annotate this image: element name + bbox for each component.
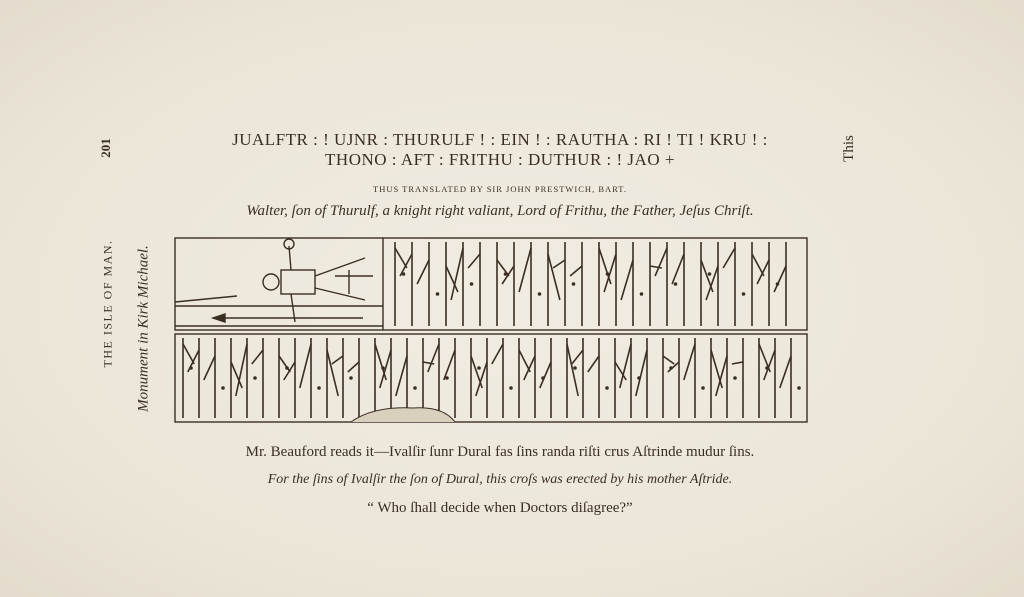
rune-branch xyxy=(252,350,263,364)
rune-branch xyxy=(780,356,791,388)
rune-branch xyxy=(428,344,439,372)
rune-dot xyxy=(708,272,712,276)
rune-dot xyxy=(470,282,474,286)
rune-branch xyxy=(519,248,531,292)
rune-branch xyxy=(327,350,338,396)
rune-dot xyxy=(285,366,289,370)
rune-dot xyxy=(221,386,225,390)
rune-branch xyxy=(279,356,290,372)
rune-dot xyxy=(436,292,440,296)
rune-dot xyxy=(797,386,801,390)
rune-dot xyxy=(640,292,644,296)
beauford-reading: Mr. Beauford reads it—Ivalſir ſunr Dural fas ſins randa riſti crus Aſtrinde mudur ſins. xyxy=(245,444,755,460)
beauford-translation: For the ſins of Ivalſir the ſon of Dural, this croſs was erected by his mother Aſtride. xyxy=(267,472,733,487)
rune-branch xyxy=(492,344,503,364)
rune-dot xyxy=(733,376,737,380)
rune-dot xyxy=(573,366,577,370)
rune-dot xyxy=(572,282,576,286)
rune-dot xyxy=(701,386,705,390)
spear xyxy=(175,296,237,302)
rune-branch xyxy=(236,344,247,396)
rune-dot xyxy=(606,272,610,276)
rune-dot xyxy=(509,386,513,390)
inscription-line-2: THONO : AFT : FRITHU : DUTHUR : ! JAO + xyxy=(325,150,675,169)
runic-monument-illustration xyxy=(173,236,809,426)
rune-branch xyxy=(348,362,359,372)
catchword: This xyxy=(840,135,857,162)
rune-branch xyxy=(588,356,599,372)
closing-quote: “ Who ſhall decide when Doctors diſagree?” xyxy=(367,500,633,516)
rune-branch xyxy=(380,350,391,388)
rune-dot xyxy=(504,272,508,276)
rune-branch xyxy=(774,266,786,292)
rune-branch xyxy=(620,344,631,388)
translation-text: Walter, ſon of Thurulf, a knight right valiant, Lord of Frithu, the Father, Jeſus Chriſt. xyxy=(246,203,754,219)
rune-branch xyxy=(621,260,633,300)
rune-dot xyxy=(765,366,769,370)
rune-dot xyxy=(445,376,449,380)
rune-branch xyxy=(417,260,429,284)
rune-dot xyxy=(317,386,321,390)
inscription-line-1: JUALFTR : ! UJNR : THURULF ! : EIN ! : RAUTHA : RI ! TI ! KRU ! : xyxy=(232,130,768,149)
rune-dot xyxy=(349,376,353,380)
rune-dot xyxy=(381,366,385,370)
translation-label: THUS TRANSLATED BY SIR JOHN PRESTWICH, BART. xyxy=(373,184,627,194)
figure-caption: Monument in Kirk Michael. xyxy=(135,245,152,412)
rune-branch xyxy=(706,266,718,300)
rune-branch xyxy=(204,356,215,380)
page-number: 201 xyxy=(97,138,113,158)
rune-dot xyxy=(253,376,257,380)
rune-branch xyxy=(572,350,583,364)
rune-branch xyxy=(764,350,775,380)
rune-dot xyxy=(413,386,417,390)
rune-branch xyxy=(553,260,565,268)
rune-branch xyxy=(711,350,722,388)
rune-branch xyxy=(451,248,463,300)
rune-branch xyxy=(716,356,727,396)
rune-branch xyxy=(444,350,455,380)
rune-branch xyxy=(723,248,735,268)
rune-branch xyxy=(655,248,667,276)
rune-branch xyxy=(567,344,578,396)
rune-branch xyxy=(570,266,582,276)
rune-branch xyxy=(468,254,480,268)
rune-dot xyxy=(402,272,406,276)
rune-branch xyxy=(524,356,535,380)
rune-dot xyxy=(538,292,542,296)
rune-branch xyxy=(604,254,616,292)
rune-branch xyxy=(684,344,695,380)
rune-dot xyxy=(637,376,641,380)
rune-dot xyxy=(742,292,746,296)
rune-dot xyxy=(189,366,193,370)
rune-dot xyxy=(669,366,673,370)
rune-dot xyxy=(477,366,481,370)
rune-branch xyxy=(650,266,662,268)
rune-branch xyxy=(332,356,343,364)
rune-dot xyxy=(605,386,609,390)
rune-branch xyxy=(636,350,647,396)
rune-branch xyxy=(395,248,407,268)
rune-branch xyxy=(548,254,560,300)
rune-branch xyxy=(396,356,407,396)
rune-branch xyxy=(663,356,674,364)
running-head: THE ISLE OF MAN. xyxy=(100,239,115,368)
rune-branch xyxy=(732,362,743,364)
knight-figure xyxy=(263,239,373,322)
rune-dot xyxy=(674,282,678,286)
rune-dot xyxy=(776,282,780,286)
rune-dot xyxy=(541,376,545,380)
lower-band-frame xyxy=(175,334,807,422)
rune-branch xyxy=(757,260,769,284)
rune-branch xyxy=(300,344,311,388)
rune-branch xyxy=(400,254,412,276)
rune-branch xyxy=(540,362,551,388)
rune-branch xyxy=(672,254,684,284)
